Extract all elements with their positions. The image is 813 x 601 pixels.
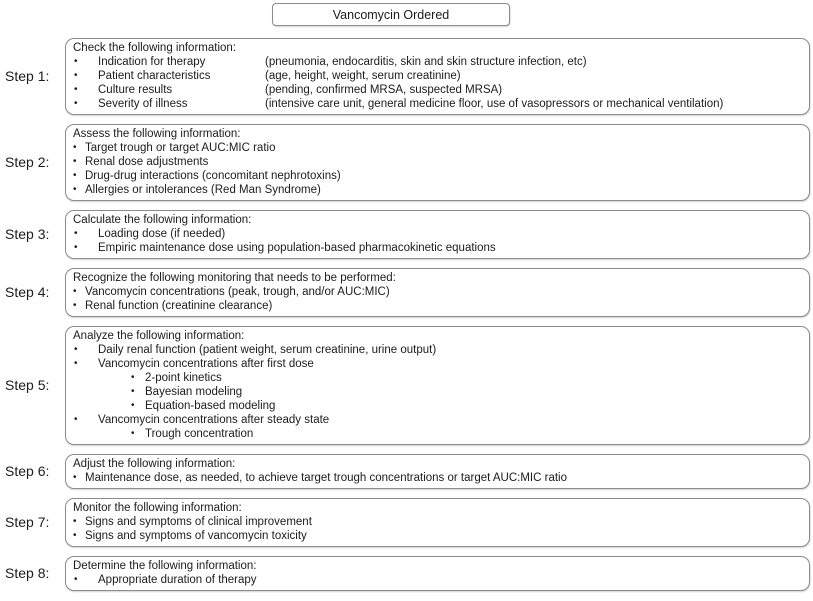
step-box: [65, 556, 810, 591]
step-box: [65, 210, 810, 259]
bullet-item-text: Bayesian modeling: [145, 386, 243, 398]
step-box: [65, 498, 810, 547]
bullet-item: [73, 183, 801, 197]
bullet-icon: •: [131, 386, 135, 397]
bullet-icon: •: [131, 400, 135, 411]
title-box: [272, 3, 510, 26]
bullet-icon: •: [74, 574, 78, 585]
bullet-item-text: Trough concentration: [145, 428, 254, 440]
bullet-item: [73, 471, 801, 485]
bullet-icon: •: [74, 358, 78, 369]
step-box: [65, 268, 810, 317]
step-label: Step 7:: [5, 514, 50, 530]
bullet-item: [73, 285, 801, 299]
bullet-item: [73, 83, 801, 97]
step-box: [65, 124, 810, 201]
step-label: Step 3:: [5, 226, 50, 242]
bullet-item: [73, 357, 801, 371]
bullet-icon: •: [74, 70, 78, 81]
step-heading: Monitor the following information:: [73, 502, 242, 514]
bullet-item-text: Allergies or intolerances (Red Man Syndrome): [85, 184, 321, 196]
bullet-item-text: Culture results: [98, 84, 173, 96]
step-label: Step 2:: [5, 154, 50, 170]
bullet-item-text: Renal function (creatinine clearance): [85, 300, 273, 312]
bullet-item: [73, 227, 801, 241]
step-label: Step 8:: [5, 565, 50, 581]
bullet-item-text: Vancomycin concentrations (peak, trough, and/or AUC:MIC): [85, 286, 390, 298]
bullet-icon: •: [74, 56, 78, 67]
bullet-item: [73, 55, 801, 69]
bullet-icon: •: [74, 228, 78, 239]
bullet-item: [73, 169, 801, 183]
bullet-icon: •: [73, 170, 77, 181]
bullet-item: [73, 69, 801, 83]
bullet-icon: •: [74, 344, 78, 355]
bullet-item-detail: (pending, confirmed MRSA, suspected MRSA): [265, 84, 503, 96]
bullet-icon: •: [73, 156, 77, 167]
bullet-item-text: Vancomycin concentrations after first dose: [98, 358, 314, 370]
bullet-item: [130, 399, 801, 413]
bullet-item: [73, 515, 801, 529]
step-label: Step 6:: [5, 463, 50, 479]
bullet-icon: •: [73, 516, 77, 527]
step-box: [65, 454, 810, 489]
bullet-icon: •: [131, 372, 135, 383]
bullet-item-text: Appropriate duration of therapy: [98, 574, 257, 586]
step-box: [65, 38, 810, 115]
step-row: [0, 124, 810, 201]
bullet-item-text: Signs and symptoms of clinical improvement: [85, 516, 312, 528]
page-title: Vancomycin Ordered: [332, 7, 450, 22]
bullet-icon: •: [73, 286, 77, 297]
bullet-item: [130, 385, 801, 399]
step-box: [65, 326, 810, 445]
step-row: [0, 326, 810, 445]
bullet-item-text: Drug-drug interactions (concomitant nephrotoxins): [85, 170, 341, 182]
bullet-item: [73, 155, 801, 169]
bullet-icon: •: [131, 428, 135, 439]
step-heading: Assess the following information:: [73, 128, 241, 140]
bullet-item: [73, 299, 801, 313]
step-heading: Recognize the following monitoring that needs to be performed:: [73, 272, 396, 284]
bullet-item-text: Signs and symptoms of vancomycin toxicity: [85, 530, 307, 542]
bullet-icon: •: [73, 142, 77, 153]
bullet-icon: •: [74, 84, 78, 95]
bullet-item-text: 2-point kinetics: [145, 372, 222, 384]
step-heading: Adjust the following information:: [73, 458, 236, 470]
step-heading: Determine the following information:: [73, 560, 257, 572]
step-row: [0, 454, 810, 489]
bullet-item-detail: (pneumonia, endocarditis, skin and skin structure infection, etc): [265, 56, 587, 68]
step-row: [0, 498, 810, 547]
bullet-item-text: Severity of illness: [98, 98, 188, 110]
bullet-item-text: Target trough or target AUC:MIC ratio: [85, 142, 276, 154]
bullet-item: [73, 573, 801, 587]
bullet-item-text: Equation-based modeling: [145, 400, 276, 412]
step-row: [0, 268, 810, 317]
bullet-item-text: Maintenance dose, as needed, to achieve target trough concentrations or target AUC:MIC ratio: [85, 472, 568, 484]
bullet-item: [130, 371, 801, 385]
bullet-item-text: Patient characteristics: [98, 70, 211, 82]
bullet-icon: •: [74, 414, 78, 425]
bullet-item: [73, 343, 801, 357]
bullet-icon: •: [73, 472, 77, 483]
bullet-item-text: Vancomycin concentrations after steady state: [98, 414, 330, 426]
step-row: [0, 556, 810, 591]
step-label: Step 1:: [5, 68, 50, 84]
step-label: Step 5:: [5, 377, 50, 393]
bullet-icon: •: [73, 300, 77, 311]
step-heading: Analyze the following information:: [73, 330, 245, 342]
bullet-icon: •: [73, 184, 77, 195]
bullet-icon: •: [74, 98, 78, 109]
bullet-item: [73, 97, 801, 111]
bullet-item-text: Renal dose adjustments: [85, 156, 209, 168]
step-label: Step 4:: [5, 284, 50, 300]
bullet-item-text: Empiric maintenance dose using population-based pharmacokinetic equations: [98, 242, 496, 254]
step-heading: Check the following information:: [73, 42, 236, 54]
bullet-item-text: Indication for therapy: [98, 56, 206, 68]
steps-container: [0, 38, 810, 591]
bullet-item-text: Loading dose (if needed): [98, 228, 226, 240]
bullet-item: [73, 241, 801, 255]
bullet-item-detail: (age, height, weight, serum creatinine): [265, 70, 461, 82]
bullet-item: [73, 141, 801, 155]
bullet-item: [73, 529, 801, 543]
bullet-item: [73, 413, 801, 427]
bullet-item: [130, 427, 801, 441]
bullet-icon: •: [73, 530, 77, 541]
step-row: [0, 38, 810, 115]
bullet-item-detail: (intensive care unit, general medicine floor, use of vasopressors or mechanical ventilation): [265, 98, 724, 110]
step-heading: Calculate the following information:: [73, 214, 252, 226]
step-row: [0, 210, 810, 259]
bullet-item-text: Daily renal function (patient weight, serum creatinine, urine output): [98, 344, 437, 356]
bullet-icon: •: [74, 242, 78, 253]
